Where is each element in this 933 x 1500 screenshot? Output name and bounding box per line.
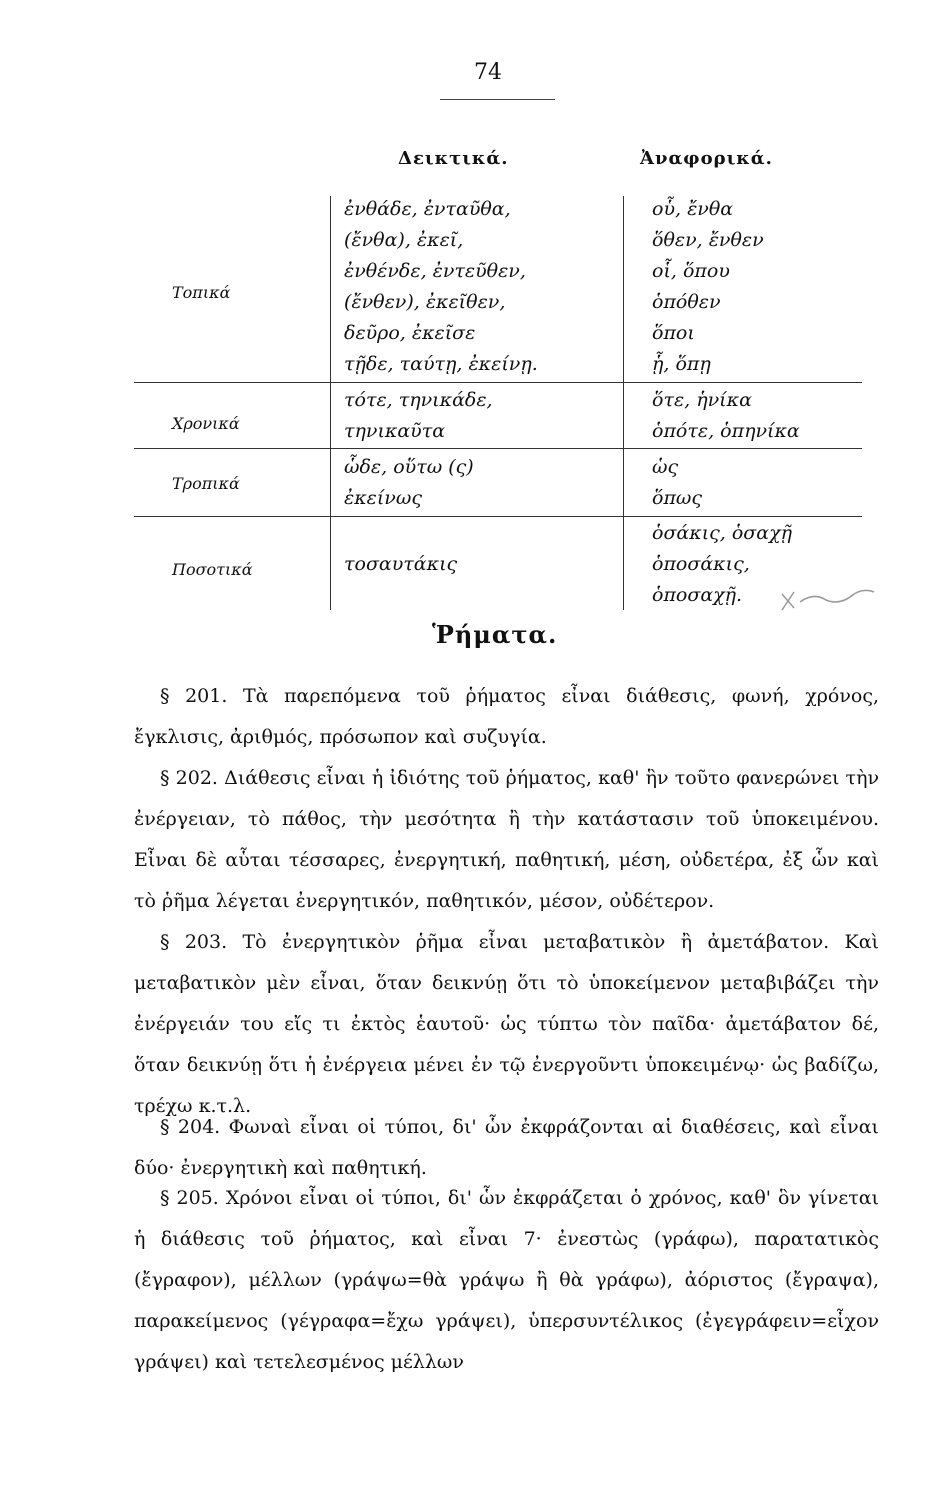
page-number: 74 — [474, 60, 502, 85]
text-line: τοσαυτάκις — [344, 553, 458, 575]
paragraph-first-line: § 205. Χρόνοι εἶναι οἱ τύποι, δι' ὧν ἐκφράζεται ὁ χρόνος, καθ' — [160, 1187, 771, 1209]
paragraph-first-line: § 203. Τὸ ἐνεργητικὸν ῥῆμα εἶναι μεταβατικὸν ἢ ἀμετάβατον. — [160, 931, 830, 953]
text-line: ὁποσαχῇ. — [652, 584, 743, 606]
paragraph-body: Καὶ μεταβατικὸν μὲν εἶναι, ὅταν δεικνύῃ ὅτι τὸ ὑποκείμενον μεταβιβάζει τὴν ἐνέργειάν του εἴς τι ἐκτὸς ἑαυτοῦ· ὡς τύπτω τὸν παῖδα· ἀμετάβατον δέ, ὅταν δεικνύῃ ὅτι ἡ ἐνέργεια μένει ἐν τῷ ἐνεργοῦντι ὑποκειμένῳ· ὡς βαδίζω, τρέχω κ.τ.λ. — [134, 931, 880, 1117]
table-vline-left — [330, 196, 331, 610]
pencil-mark-icon — [778, 580, 878, 614]
paragraph-203 — [134, 922, 879, 1127]
table-hline-3 — [134, 516, 862, 517]
paragraph-body: ὃν γίνεται ἡ διάθεσις τοῦ ῥήματος, καὶ εἶναι 7· ἐνεστὼς (γράφω), παρατατικὸς (ἔγραφον), μέλλων (γράψω=θὰ γράψω ἢ θὰ γράφω), ἀόριστος (ἔγραψα), παρακείμενος (γέγραφα=ἔχω γράψει), ὑπερσυντέλικος (ἐγεγράφειν=εἶχον γράψει) καὶ τετελεσμένος μέλλων — [134, 1187, 879, 1373]
cell-posotika-anaforika — [652, 518, 792, 611]
paragraph-205 — [134, 1178, 879, 1383]
text-line: ὁσάκις, ὁσαχῇ — [652, 522, 793, 544]
paragraph-201 — [134, 676, 879, 758]
cell-chronika-deiktika — [344, 385, 493, 447]
cell-posotika-deiktika — [344, 549, 457, 580]
text-line: οἷ, ὅπου — [652, 260, 730, 282]
text-line: οὗ, ἔνθα — [652, 198, 734, 220]
header-anaforika: Ἀναφορικά. — [640, 148, 773, 169]
text-line: (ἔνθεν), ἐκεῖθεν, — [344, 291, 506, 313]
paragraph-body: καὶ εἶναι δύο· ἐνεργητικὴ καὶ παθητική. — [134, 1116, 879, 1179]
text-line: ὧδε, οὕτω (ς) — [344, 456, 474, 478]
table-hline-2 — [134, 448, 862, 449]
paragraph-first-line: § 202. Διάθεσις εἶναι ἡ ἰδιότης τοῦ ῥήματος, καθ' ἣν τοῦτο — [160, 767, 731, 789]
table-vline-right — [623, 196, 624, 610]
cell-topika-deiktika — [344, 194, 538, 380]
cell-tropika-deiktika — [344, 452, 474, 514]
table-hline-1 — [134, 382, 862, 383]
row-label-chronika: Χρονικά — [172, 414, 240, 433]
text-line: ᾗ, ὅπῃ — [652, 353, 711, 375]
text-line: ἐνθένδε, ἐντεῦθεν, — [344, 260, 526, 282]
section-title: Ῥήματα. — [432, 620, 558, 649]
text-line: ὁπόθεν — [652, 291, 721, 313]
row-label-posotika: Ποσοτικά — [172, 560, 253, 579]
text-line: ὡς — [652, 456, 679, 478]
cell-chronika-anaforika — [652, 385, 800, 447]
paragraph-first-line: § 204. Φωναὶ εἶναι οἱ τύποι, δι' ὧν ἐκφράζονται αἱ διαθέσεις, — [160, 1116, 781, 1138]
text-line: τηνικαῦτα — [344, 420, 446, 442]
text-line: δεῦρο, ἐκεῖσε — [344, 322, 476, 344]
text-line: ὅπως — [652, 487, 703, 509]
text-line: ὁποσάκις, — [652, 553, 750, 575]
paragraph-202 — [134, 758, 879, 922]
text-line: ἐνθάδε, ἐνταῦθα, — [344, 198, 511, 220]
row-label-tropika: Τροπικά — [172, 474, 240, 493]
text-line: ὅποι — [652, 322, 695, 344]
paragraph-body: φανερώνει τὴν ἐνέργειαν, τὸ πάθος, τὴν μεσότητα ἢ τὴν κατάστασιν τοῦ ὑποκειμένου. Εἶναι δὲ αὗται τέσσαρες, ἐνεργητική, παθητική, μέση, οὐδετέρα, ἐξ ὧν καὶ τὸ ῥῆμα λέγεται ἐνεργητικόν, παθητικόν, μέσον, οὐδέτερον. — [134, 767, 879, 912]
text-line: ὁπότε, ὁπηνίκα — [652, 420, 800, 442]
paragraph-204 — [134, 1107, 879, 1189]
text-line: ὅτε, ἡνίκα — [652, 389, 752, 411]
page-number-rule — [440, 99, 555, 100]
paragraph-body: χρόνος, ἔγκλισις, ἀριθμός, πρόσωπον καὶ συζυγία. — [134, 685, 879, 748]
header-deiktika: Δεικτικά. — [398, 148, 509, 169]
text-line: (ἔνθα), ἐκεῖ, — [344, 229, 464, 251]
text-line: τότε, τηνικάδε, — [344, 389, 493, 411]
row-label-topika: Τοπικά — [172, 283, 231, 302]
text-line: ὅθεν, ἔνθεν — [652, 229, 764, 251]
paragraph-first-line: § 201. Τὰ παρεπόμενα τοῦ ῥήματος εἶναι διάθεσις, φωνή, — [160, 685, 790, 707]
cell-tropika-anaforika — [652, 452, 702, 514]
text-line: ἐκείνως — [344, 487, 422, 509]
cell-topika-anaforika — [652, 194, 764, 380]
text-line: τῇδε, ταύτῃ, ἐκείνῃ. — [344, 353, 538, 375]
